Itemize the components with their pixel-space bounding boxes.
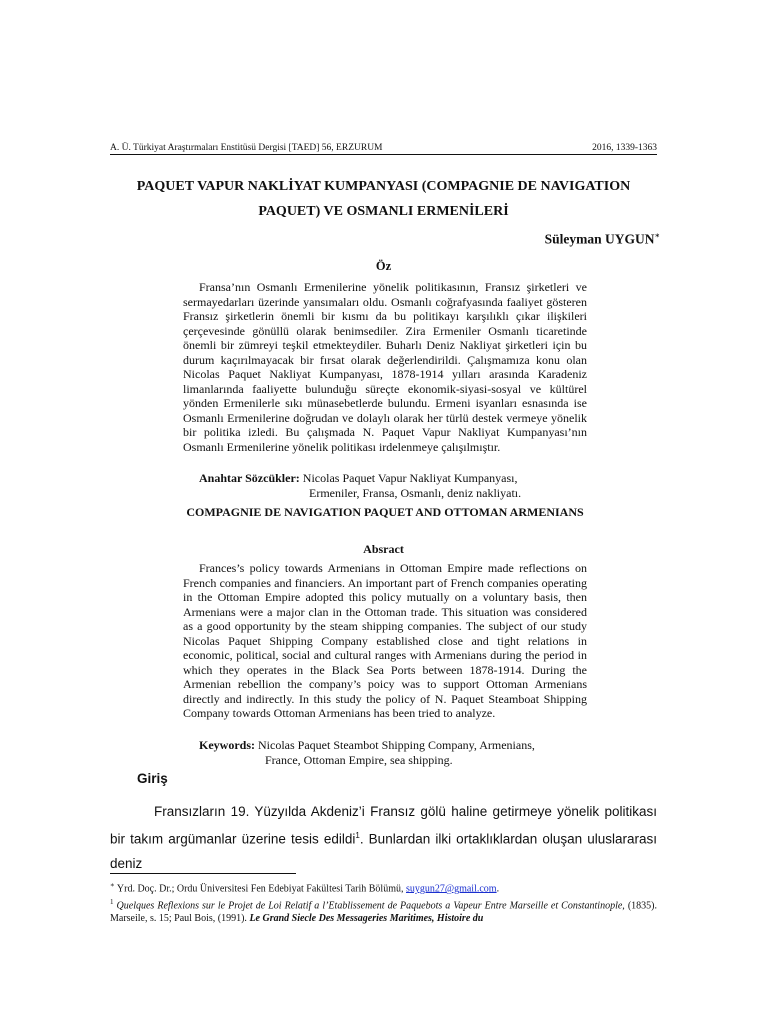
footnote-1 bbox=[110, 896, 657, 925]
title-line-2: PAQUET) VE OSMANLI ERMENİLERİ bbox=[258, 204, 509, 219]
footnote-author bbox=[110, 879, 657, 896]
running-header bbox=[110, 143, 657, 155]
page-range: 2016, 1339-1363 bbox=[592, 143, 657, 153]
footnote-author-text: Yrd. Doç. Dr.; Ordu Üniversitesi Fen Edebiyat Fakültesi Tarih Bölümü, bbox=[114, 883, 406, 895]
intro-footnote-ref: 1 bbox=[355, 831, 360, 840]
intro-heading: Giriş bbox=[137, 771, 168, 786]
abstract-heading: Absract bbox=[363, 542, 404, 556]
title-line-1: PAQUET VAPUR NAKLİYAT KUMPANYASI (COMPAGNIE DE NAVIGATION bbox=[136, 179, 631, 194]
author-email-link[interactable]: suygun27@gmail.com bbox=[405, 883, 497, 895]
footnote-1-italic: Quelques Reflexions sur le Projet de Loi Relatif a l’Etablissement de Paquebots a Vapeur Entre Marseille et Constantinople, bbox=[113, 900, 625, 912]
oz-heading: Öz bbox=[375, 259, 392, 273]
author-footnote-mark: ∗ bbox=[654, 231, 660, 240]
intro-paragraph bbox=[110, 800, 657, 876]
oz-keywords-line-1: Nicolas Paquet Vapur Nakliyat Kumpanyası, bbox=[302, 471, 518, 485]
oz-keywords bbox=[199, 471, 587, 500]
abstract-text: Frances’s policy towards Armenians in Ottoman Empire made reflections on French companies and financiers. An important part of French companies operating in the Ottoman Empire adopted this policy mutually on a voluntary basis, then Armenians were a major clan in the Ottoman trade. This situation was considered as a good opportunity by the steam shipping companies. The subject of our study Nicolas Paquet Shipping Company established close and tight relations in economic, political, social and cultural ranges with Armenians during the period in which they operates in the Black Sea Ports between 1878-1914. During the Armenian rebellion the company’s poicy was to support Ottoman Armenians directly and indirectly. In this study the policy of N. Paquet Steamboat Shipping Company towards Ottoman Armenians has been tried to analyze. bbox=[183, 561, 587, 720]
intro-text-2: . Bunlardan ilki ortaklıklardan oluşan uluslararası deniz bbox=[110, 831, 657, 871]
english-keywords-line-2: France, Ottoman Empire, sea shipping. bbox=[265, 752, 453, 767]
footnotes bbox=[110, 879, 657, 925]
journal-citation: A. Ü. Türkiyat Araştırmaları Enstitüsü Dergisi [TAED] 56, ERZURUM bbox=[110, 143, 383, 153]
footnote-1-bold: Le Grand Siecle Des Messageries Maritimes, Histoire du bbox=[249, 912, 484, 924]
footnote-author-end: . bbox=[496, 883, 500, 895]
oz-keywords-line-2: Ermeniler, Fransa, Osmanlı, deniz nakliyatı. bbox=[309, 485, 522, 500]
english-keywords-line-1: Nicolas Paquet Steambot Shipping Company, Armenians, bbox=[258, 738, 535, 752]
english-keywords-label: Keywords: bbox=[199, 738, 255, 752]
english-title: COMPAGNIE DE NAVIGATION PAQUET AND OTTOMAN ARMENIANS bbox=[186, 505, 584, 519]
oz-keywords-label: Anahtar Sözcükler: bbox=[199, 471, 300, 485]
author-name: Süleyman UYGUN bbox=[544, 231, 655, 247]
footnote-divider bbox=[110, 873, 296, 874]
article-title bbox=[110, 174, 657, 224]
english-keywords bbox=[199, 738, 587, 767]
footnote-1-text: (1835). Marseile, s. 15; Paul Bois, (1991). bbox=[110, 900, 657, 924]
footnote-1-mark: 1 bbox=[110, 897, 114, 906]
intro-text-1: Fransızların 19. Yüzyılda Akdeniz’i Fransız gölü haline getirmeye yönelik politikası bir takım argümanlar üzerine tesis edildi bbox=[110, 804, 657, 847]
author bbox=[545, 230, 660, 248]
footnote-author-mark: ∗ bbox=[110, 881, 115, 889]
oz-text: Fransa’nın Osmanlı Ermenilerine yönelik politikasının, Fransız şirketleri ve sermayedarları üzerinde yansımaları oldu. Osmanlı coğrafyasında faaliyet gösteren Fransız şirketlerin önemli bir kısmı da bu politikayı karşılıklı çıkar ilişkileri çerçevesinde gönüllü olarak benimsediler. Zira Ermeniler Osmanlı ticaretinde önemli bir zümreyi teşkil etmekteydiler. Buharlı Deniz Nakliyat şirketleri için bu durum kaçırılmayacak bir fırsat olarak değerlendirildi. Çalışmamıza konu olan Nicolas Paquet Nakliyat Kumpanyası, 1878-1914 yılları arasında Karadeniz limanlarında faaliyette bulunduğu süreçte ekonomik-siyasi-sosyal ve kültürel yönden Ermenilerle sıkı münasebetlerde bulundu. Ermeni isyanları esnasında ise Osmanlı Ermenilerine doğrudan ve dolaylı olarak her türlü destek vermeye yönelik bir politika izledi. Bu çalışmada N. Paquet Vapur Nakliyat Kumpanyası’nın Osmanlı Ermenilerine yönelik politikası irdelenmeye çalışılmıştır. bbox=[183, 280, 587, 454]
